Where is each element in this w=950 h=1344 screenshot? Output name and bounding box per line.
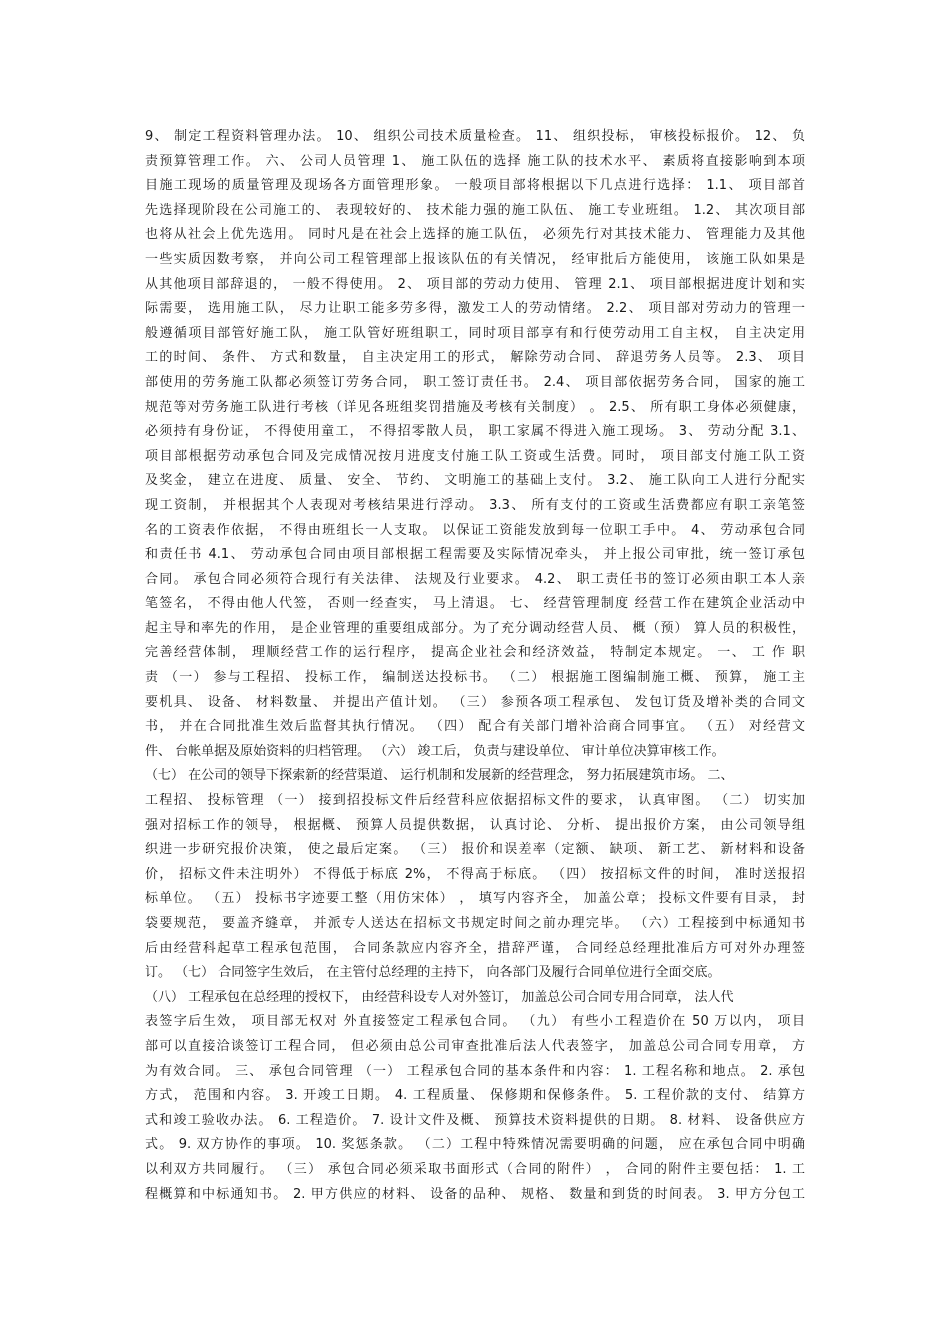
text-line: 也将从社会上优先选用。 同时凡是在社会上选择的施工队伍， 必须先行对其技术能力、 管理能力及其他 — [145, 227, 805, 243]
text-line: 标单位。 （五） 投标书字迹要工整（用仿宋体） ， 填写内容齐全， 加盖公章； 投标文件要有目录， 封 — [145, 891, 805, 907]
text-line: 强对招标工作的领导， 根据概、 预算人员提供数据， 认真讨论、 分析、 提出报价方案， 由公司领导组 — [145, 817, 805, 833]
text-line: 以利双方共同履行。 （三） 承包合同必须采取书面形式（合同的附件） ， 合同的附件主要包括： 1. 工 — [145, 1161, 805, 1177]
text-line: 先选择现阶段在公司施工的、 表现较好的、 技术能力强的施工队伍、 施工专业班组。 1.2、 其次项目部 — [145, 202, 805, 218]
text-line: （八） 工程承包在总经理的授权下， 由经营科设专人对外签订， 加盖总公司合同专用合同章， 法人代 — [145, 989, 734, 1005]
text-line: 和责任书 4.1、 劳动承包合同由项目部根据工程需要及实际情况牵头， 并上报公司审批，统一签订承包 — [145, 547, 805, 563]
text-line: 工的时间、 条件、 方式和数量， 自主决定用工的形式， 解除劳动合同、 辞退劳务人员等。 2.3、 项目 — [145, 350, 805, 366]
text-line: 要机具、 设备、 材料数量、 并提出产值计划。 （三） 参预各项工程承包、 发包订货及增补类的合同文 — [145, 694, 805, 710]
text-line: 后由经营科起草工程承包范围， 合同条款应内容齐全，措辞严谨， 合同经总经理批准后方可对外办理签 — [145, 940, 805, 956]
text-line: 必须持有身份证， 不得使用童工， 不得招零散人员， 职工家属不得进入施工现场。 3、 劳动分配 3.1、 — [145, 424, 805, 440]
text-line: 际需要， 选用施工队， 尽力让职工能多劳多得，激发工人的劳动情绪。 2.2、 项目部对劳动力的管理一 — [145, 301, 805, 317]
text-line: 9、 制定工程资料管理办法。 10、 组织公司技术质量检查。 11、 组织投标， 审核投标报价。 12、 负 — [145, 129, 805, 144]
text-line: 书， 并在合同批准生效后监督其执行情况。 （四） 配合有关部门增补洽商合同事宜。 （五） 对经营文 — [145, 719, 805, 735]
text-line: （七） 在公司的领导下探索新的经营渠道、 运行机制和发展新的经营理念， 努力拓展建筑市场。 二、 — [145, 768, 734, 784]
text-line: 从其他项目部辞退的， 一般不得使用。 2、 项目部的劳动力使用、 管理 2.1、 项目部根据进度计划和实 — [145, 276, 805, 292]
text-line: 部可以直接洽谈签订工程合同， 但必须由总公司审查批准后法人代表签字， 加盖总公司合同专用章， 方 — [145, 1038, 805, 1054]
text-line: 工程招、 投标管理 （一） 接到招投标文件后经营科应依据招标文件的要求， 认真审图。 （二） 切实加 — [145, 793, 805, 809]
text-line: 责 （一） 参与工程招、 投标工作， 编制送达投标书。 （二） 根据施工图编制施工概、 预算， 施工主 — [145, 670, 805, 686]
document-body-text — [145, 125, 805, 1207]
text-line: 合同。 承包合同必须符合现行有关法律、 法规及行业要求。 4.2、 职工责任书的签订必须由职工本人亲 — [145, 571, 805, 587]
text-line: 程概算和中标通知书。 2. 甲方供应的材料、 设备的品种、 规格、 数量和到货的时间表。 3. 甲方分包工 — [145, 1186, 805, 1202]
text-line: 完善经营体制， 理顺经营工作的运行程序， 提高企业社会和经济效益， 特制定本规定。 一、 工 作 职 — [145, 645, 805, 661]
text-line: 目施工现场的质量管理及现场各方面管理形象。 一般项目部将根据以下几点进行选择： 1.1、 项目部首 — [145, 178, 805, 194]
text-line: 规范等对劳务施工队进行考核（详见各班组奖罚措施及考核有关制度） 。 2.5、 所有职工身体必须健康， — [145, 399, 805, 415]
text-line: 及奖金， 建立在进度、 质量、 安全、 节约、 文明施工的基础上支付。 3.2、 施工队向工人进行分配实 — [145, 473, 805, 489]
text-line: 一些实质因数考察， 并向公司工程管理部上报该队伍的有关情况， 经审批后方能使用， 该施工队如果是 — [145, 251, 805, 267]
text-line: 价， 招标文件未注明外） 不得低于标底 2%， 不得高于标底。 （四） 按招标文件的时间， 准时送报招 — [145, 866, 805, 882]
text-line: 责预算管理工作。 六、 公司人员管理 1、 施工队伍的选择 施工队的技术水平、 素质将直接影响到本项 — [145, 153, 805, 169]
text-line: 项目部根据劳动承包合同及完成情况按月进度支付施工队工资或生活费。同时， 项目部支付施工队工资 — [145, 448, 805, 464]
text-line: 名的工资表作依据， 不得由班组长一人支取。 以保证工资能发放到每一位职工手中。 4、 劳动承包合同 — [145, 522, 805, 538]
text-line: 起主导和率先的作用， 是企业管理的重要组成部分。为了充分调动经营人员、 概（预） 算人员的积极性， — [145, 620, 805, 636]
text-line: 式。 9. 双方协作的事项。 10. 奖惩条款。 （二）工程中特殊情况需要明确的问题， 应在承包合同中明确 — [145, 1137, 805, 1153]
text-line: 表签字后生效， 项目部无权对 外直接签定工程承包合同。 （九） 有些小工程造价在 50 万以内， 项目 — [145, 1014, 805, 1030]
text-line: 方式， 范围和内容。 3. 开竣工日期。 4. 工程质量、 保修期和保修条件。 5. 工程价款的支付、 结算方 — [145, 1088, 805, 1104]
text-line: 笔签名， 不得由他人代签， 否则一经查实， 马上清退。 七、 经营管理制度 经营工作在建筑企业活动中 — [145, 596, 805, 612]
text-line: 订。 （七） 合同签字生效后， 在主管付总经理的主持下， 向各部门及履行合同单位进行全面交底。 — [145, 965, 721, 981]
text-line: 为有效合同。 三、 承包合同管理 （一） 工程承包合同的基本条件和内容： 1. 工程名称和地点。 2. 承包 — [145, 1063, 805, 1079]
text-line: 件、 台帐单据及原始资料的归档管理。 （六） 竣工后， 负责与建设单位、 审计单位决算审核工作。 — [145, 743, 725, 759]
text-line: 般遵循项目部管好施工队， 施工队管好班组职工，同时项目部享有和行使劳动用工自主权， 自主决定用 — [145, 325, 805, 341]
text-line: 式和竣工验收办法。 6. 工程造价。 7. 设计文件及概、 预算技术资料提供的日期。 8. 材料、 设备供应方 — [145, 1112, 805, 1128]
text-line: 织进一步研究报价决策， 使之最后定案。 （三） 报价和误差率（定额、 缺项、 新工艺、 新材料和设备 — [145, 842, 805, 858]
text-line: 部使用的劳务施工队都必须签订劳务合同， 职工签订责任书。 2.4、 项目部依据劳务合同， 国家的施工 — [145, 374, 805, 390]
text-line: 现工资制， 并根据其个人表现对考核结果进行浮动。 3.3、 所有支付的工资或生活费都应有职工亲笔签 — [145, 497, 805, 513]
text-line: 袋要规范， 要盖齐缝章， 并派专人送达在招标文书规定时间之前办理完毕。 （六）工程接到中标通知书 — [145, 916, 805, 931]
